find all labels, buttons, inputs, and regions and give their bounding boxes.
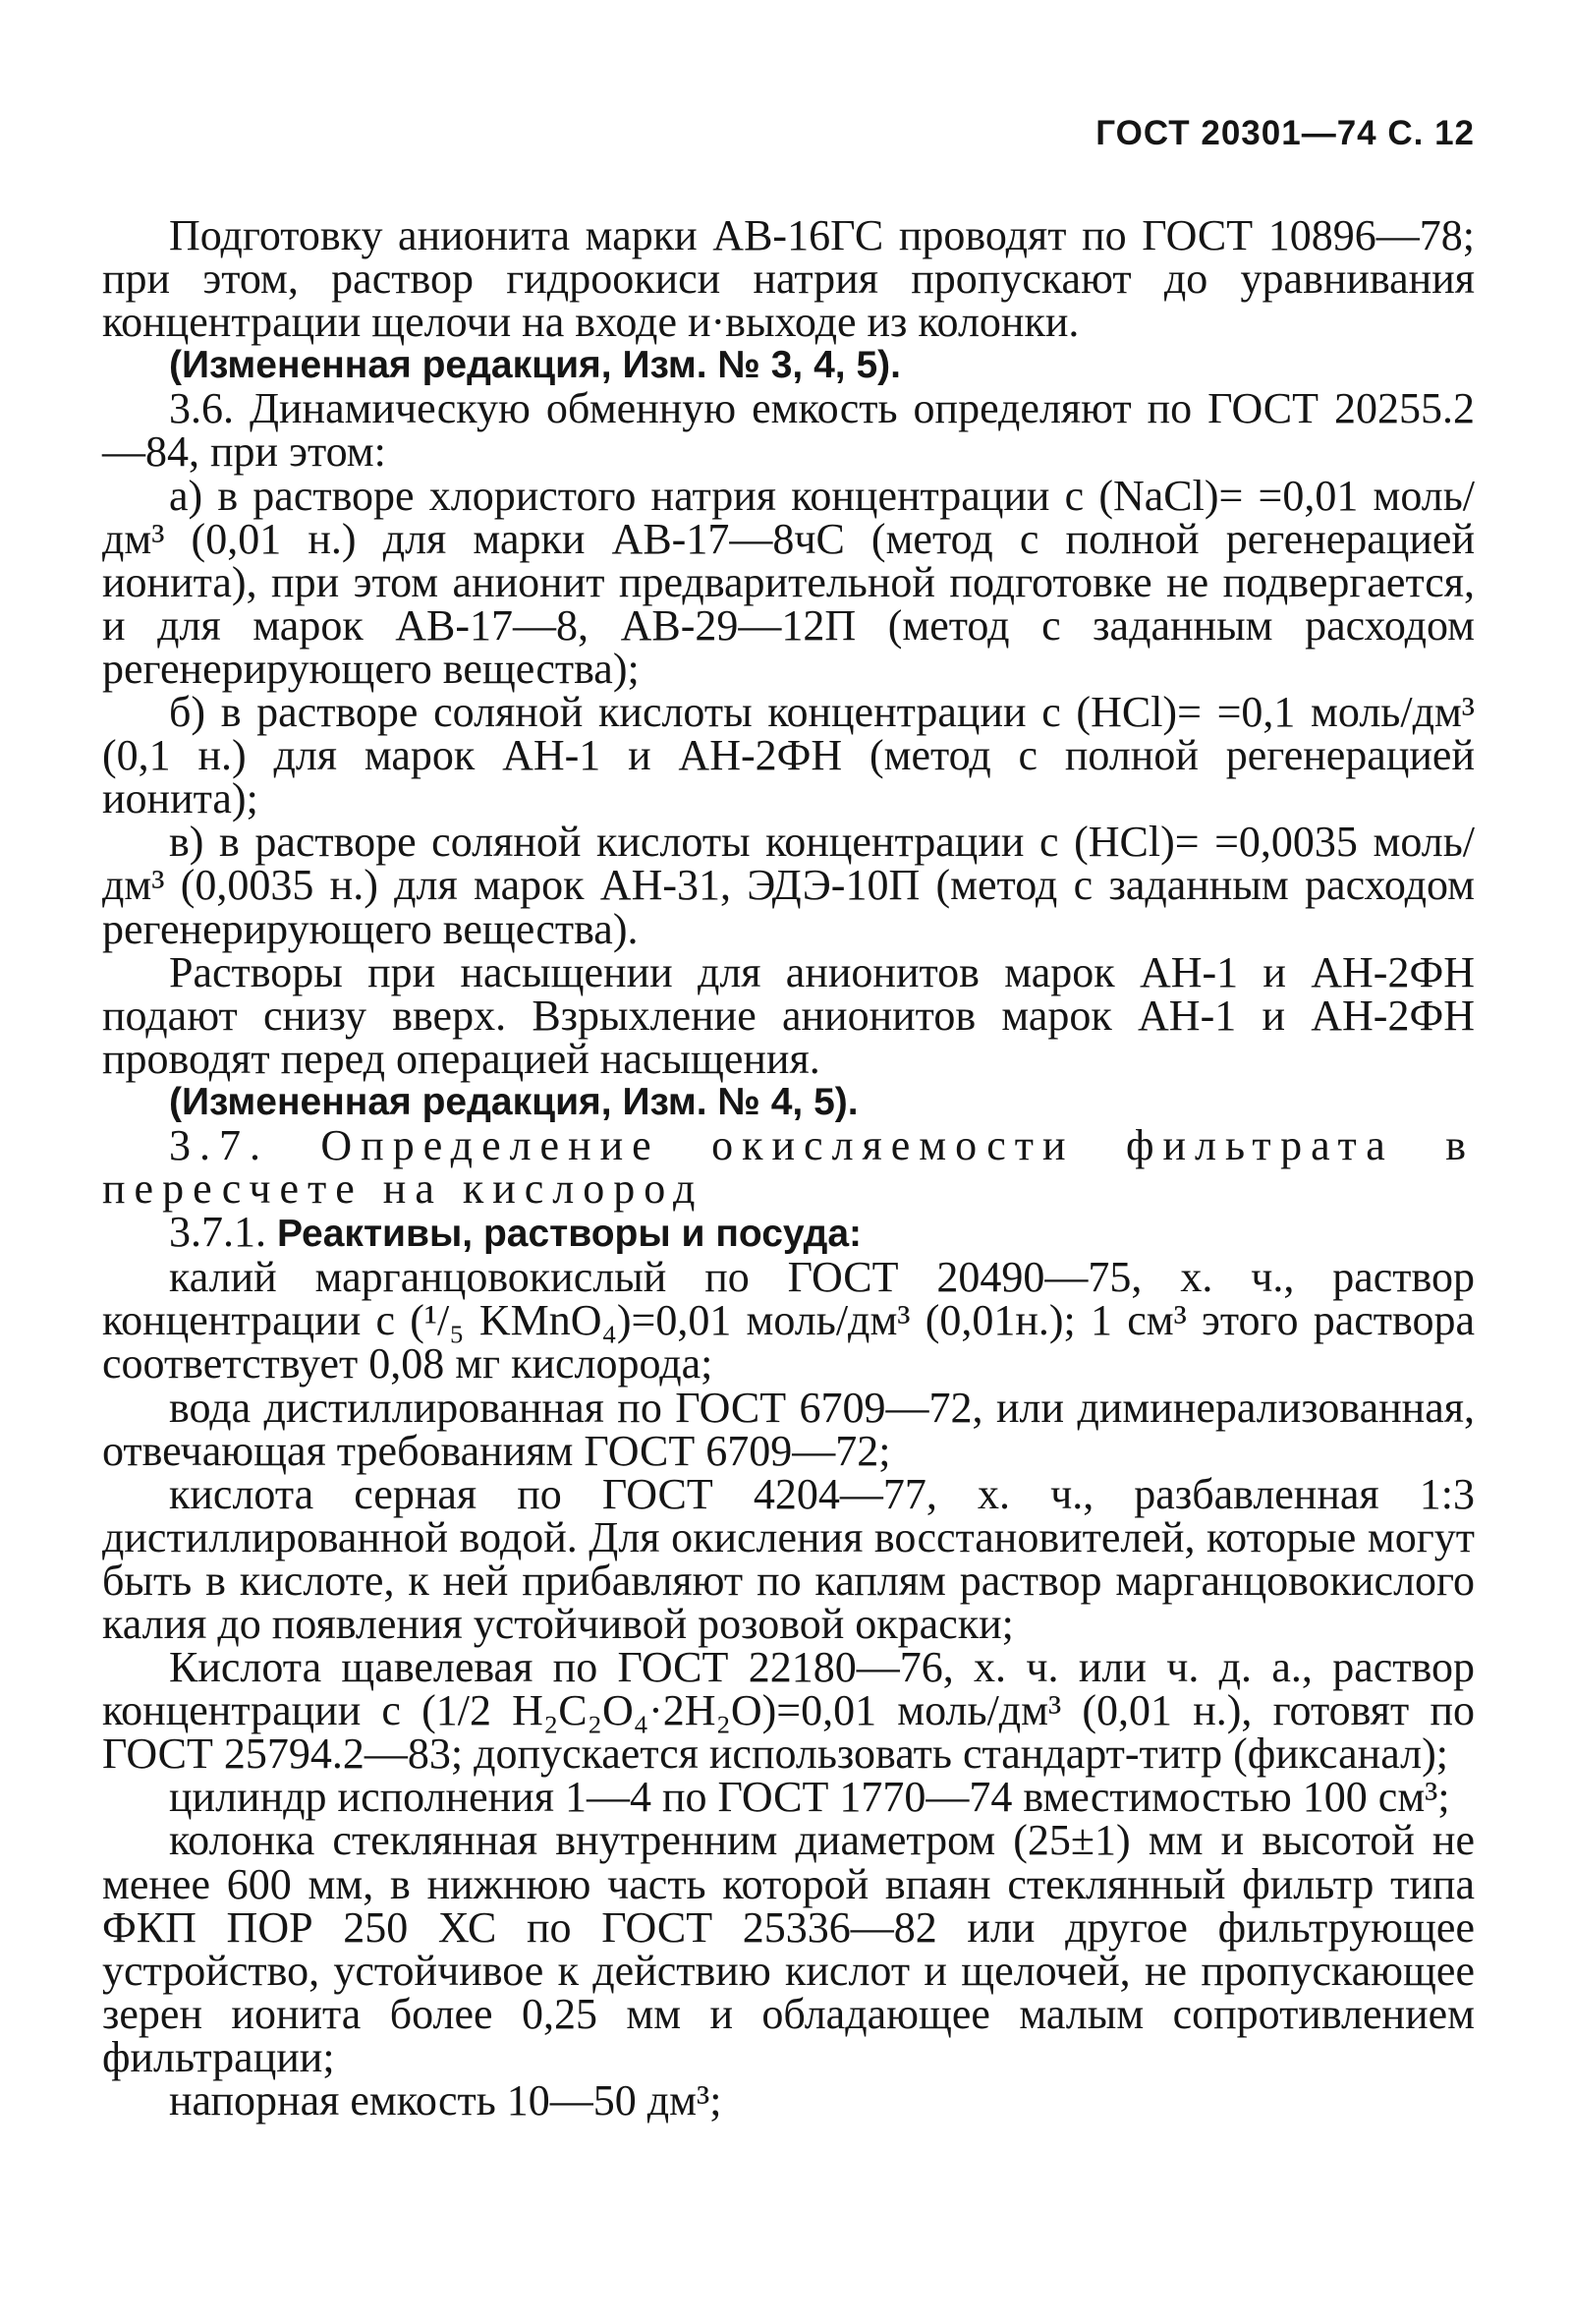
clause-3-6: 3.6. Динамическую обменную емкость определяют по ГОСТ 20255.2—84, при этом:	[102, 384, 1475, 477]
reagent-water: вода дистиллированная по ГОСТ 6709—72, или диминерализованная, отвечающая требованиям ГОСТ 6709—72;	[102, 1383, 1475, 1475]
paragraph-anion-preparation: Подготовку анионита марки АВ-16ГС проводят по ГОСТ 10896—78; при этом, раствор гидроокиси натрия пропускают до уравнивания концентрации щелочи на входе и·выходе из колонки.	[102, 211, 1475, 347]
paragraph-saturation: Растворы при насыщении для анионитов марок АН-1 и АН-2ФН подают снизу вверх. Взрыхление анионитов марок АН-1 и АН-2ФН проводят перед операцией насыщения.	[102, 947, 1475, 1083]
item-b: б) в растворе соляной кислоты концентрации c (HCl)= =0,1 моль/дм³ (0,1 н.) для марок АН-1 и АН-2ФН (метод с полной регенерацией ионита);	[102, 688, 1475, 823]
equipment-column: колонка стеклянная внутренним диаметром (25±1) мм и высотой не менее 600 мм, в нижнюю часть которой впаян стеклянный фильтр типа ФКП ПОР 250 ХС по ГОСТ 25336—82 или другое фильтрующее устройство, устойчивое к действию кислот и щелочей, не пропускающее зерен ионита более 0,25 мм и обладающее малым сопротивлением фильтрации;	[102, 1816, 1475, 2081]
reagent-permanganate: калий марганцовокислый по ГОСТ 20490—75, х. ч., раствор концентрации c (¹/₅ KMnO₄)=0,01 моль/дм³ (0,01н.); 1 см³ этого раствора соответствует 0,08 мг кислорода;	[102, 1253, 1475, 1389]
equipment-cylinder: цилиндр исполнения 1—4 по ГОСТ 1770—74 вместимостью 100 см³;	[169, 1773, 1450, 1822]
item-v: в) в растворе соляной кислоты концентрации c (HCl)= =0,0035 моль/дм³ (0,0035 н.) для марок АН-31, ЭДЭ-10П (метод с заданным расходом регенерирующего вещества).	[102, 818, 1475, 953]
clause-3-7-heading: 3.7. Определение окисляемости фильтрата в пересчете на кислород	[102, 1120, 1475, 1214]
clause-number: 3.7.1.	[169, 1208, 266, 1257]
amendment-note: (Измененная редакция, Изм. № 4, 5).	[169, 1080, 859, 1123]
amendment-note: (Измененная редакция, Изм. № 3, 4, 5).	[169, 344, 901, 387]
clause-3-7-1	[102, 1208, 1475, 1257]
reagent-oxalic-acid: Кислота щавелевая по ГОСТ 22180—76, х. ч. или ч. д. а., раствор концентрации c (1/2 H₂C₂O₄·2H₂O)=0,01 моль/дм³ (0,01 н.), готовят по ГОСТ 25794.2—83; допускается использовать стандарт-титр (фиксанал);	[102, 1643, 1475, 1779]
item-a: а) в растворе хлористого натрия концентрации c (NaCl)= =0,01 моль/дм³ (0,01 н.) для марки АВ-17—8чС (метод с полной регенерацией ионита), при этом анионит предварительной подготовке не подвергается, и для марок АВ-17—8, АВ-29—12П (метод с заданным расходом регенерирующего вещества);	[102, 471, 1475, 693]
equipment-tank: напорная емкость 10—50 дм³;	[169, 2076, 722, 2126]
reagent-sulfuric-acid: кислота серная по ГОСТ 4204—77, х. ч., разбавленная 1:3 дистиллированной водой. Для окисления восстановителей, которые могут быть в кислоте, к ней прибавляют по каплям раствор марганцовокислого калия до появления устойчивой розовой окраски;	[102, 1469, 1475, 1648]
running-header: ГОСТ 20301—74 С. 12	[1095, 114, 1475, 152]
clause-title: Реактивы, растворы и посуда:	[277, 1213, 863, 1256]
